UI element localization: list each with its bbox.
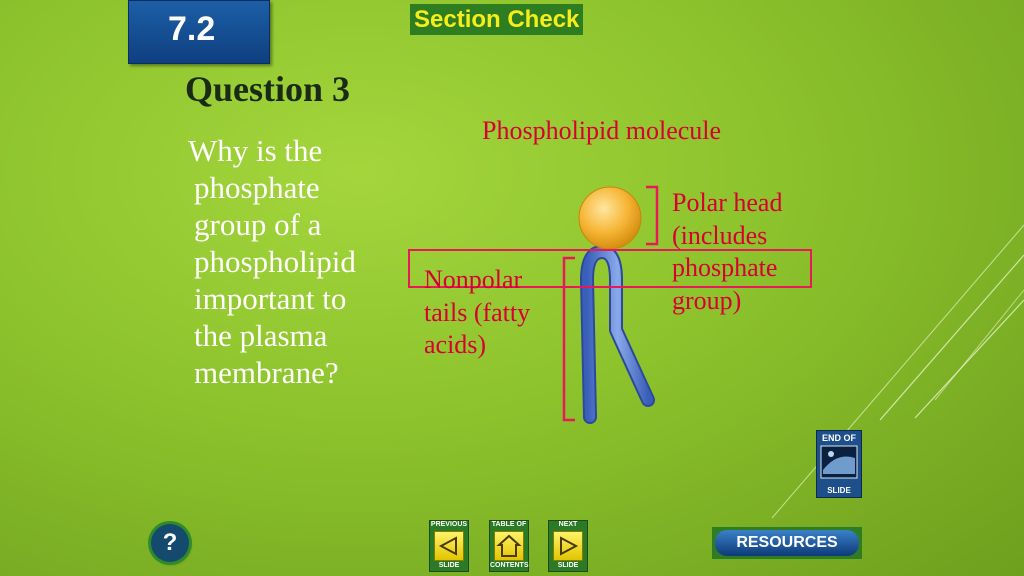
next-top-label: NEXT <box>558 521 578 528</box>
resources-button[interactable] <box>712 527 862 559</box>
arrow-right-icon <box>553 531 583 561</box>
end-of-slide-button[interactable] <box>816 430 862 498</box>
question-text: Why is the phosphate group of a phospholipid important to the plasma membrane? <box>188 133 356 390</box>
phospholipid-diagram <box>540 180 680 430</box>
end-slide-icon <box>817 444 861 480</box>
contents-bottom-label: CONTENTS <box>490 562 529 569</box>
polar-head-shape <box>579 187 641 249</box>
nonpolar-tails-label: Nonpolar tails (fatty acids) <box>424 265 531 359</box>
help-button[interactable]: ? <box>151 524 189 562</box>
resources-label: RESOURCES <box>715 530 859 556</box>
head-bracket <box>646 187 657 244</box>
contents-top-label: TABLE OF <box>491 521 527 528</box>
next-slide-button[interactable] <box>548 520 588 572</box>
question-title: Question 3 <box>185 69 351 109</box>
end-bottom-label: SLIDE <box>827 486 851 495</box>
polar-head-label: Polar head (includes phosphate group) <box>672 188 783 315</box>
section-check-title: Section Check <box>410 4 583 35</box>
diagram-title: Phospholipid molecule <box>482 116 722 145</box>
previous-bottom-label: SLIDE <box>438 562 460 569</box>
previous-top-label: PREVIOUS <box>430 521 468 528</box>
section-number: 7.2 <box>168 10 216 48</box>
previous-slide-button[interactable] <box>429 520 469 572</box>
arrow-left-icon <box>434 531 464 561</box>
contents-button[interactable] <box>489 520 529 572</box>
home-icon <box>494 531 524 561</box>
next-bottom-label: SLIDE <box>557 562 579 569</box>
end-top-label: END OF <box>821 433 856 443</box>
